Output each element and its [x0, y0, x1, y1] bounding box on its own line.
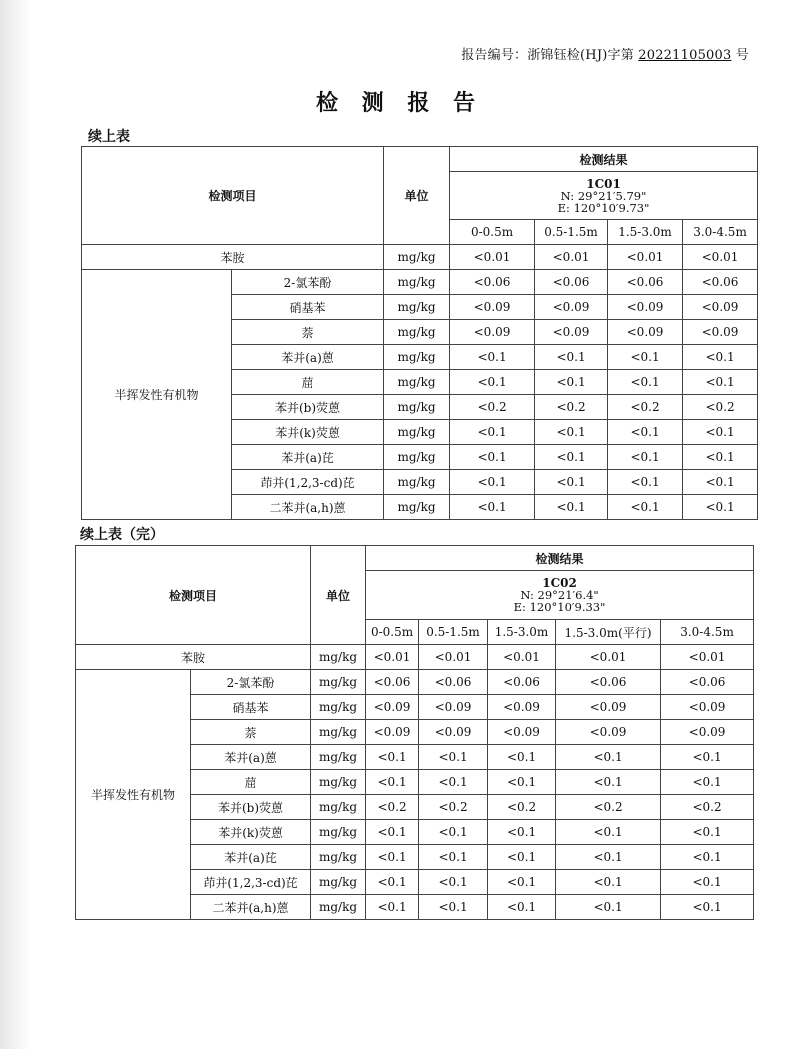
value-cell: <0.09: [661, 695, 754, 720]
value-cell: <0.09: [608, 295, 683, 320]
item-name: 茚并(1,2,3-cd)芘: [191, 870, 311, 895]
table-row: [76, 670, 754, 695]
value-cell: <0.1: [661, 895, 754, 920]
value-cell: <0.2: [366, 795, 419, 820]
value-cell: <0.1: [535, 495, 608, 520]
value-cell: <0.01: [608, 245, 683, 270]
value-cell: <0.1: [450, 345, 535, 370]
value-cell: <0.2: [488, 795, 556, 820]
value-cell: <0.09: [488, 720, 556, 745]
item-unit: mg/kg: [384, 370, 450, 395]
depth-header: 0.5-1.5m: [419, 620, 488, 645]
item-name: 二苯并(a,h)蒽: [191, 895, 311, 920]
value-cell: <0.1: [556, 770, 661, 795]
item-name: 2-氯苯酚: [232, 270, 384, 295]
report-number-prefix: 报告编号：浙锦钰检(HJ)字第: [461, 48, 639, 63]
item-unit: mg/kg: [311, 870, 366, 895]
value-cell: <0.06: [661, 670, 754, 695]
value-cell: <0.1: [535, 370, 608, 395]
item-name: 茚并(1,2,3-cd)芘: [232, 470, 384, 495]
item-name: 苯并(k)荧蒽: [232, 420, 384, 445]
group-label: 半挥发性有机物: [76, 670, 191, 920]
value-cell: <0.1: [661, 745, 754, 770]
value-cell: <0.09: [661, 720, 754, 745]
item-unit: mg/kg: [311, 645, 366, 670]
value-cell: <0.1: [556, 895, 661, 920]
item-unit: mg/kg: [311, 695, 366, 720]
item-unit: mg/kg: [311, 820, 366, 845]
value-cell: <0.06: [419, 670, 488, 695]
item-name: 苯并(a)蒽: [191, 745, 311, 770]
value-cell: <0.1: [608, 420, 683, 445]
value-cell: <0.2: [419, 795, 488, 820]
value-cell: <0.1: [661, 845, 754, 870]
value-cell: <0.1: [683, 370, 758, 395]
value-cell: <0.1: [366, 895, 419, 920]
value-cell: <0.1: [535, 470, 608, 495]
report-number: [461, 44, 749, 63]
value-cell: <0.06: [450, 270, 535, 295]
value-cell: <0.09: [419, 720, 488, 745]
value-cell: <0.01: [419, 645, 488, 670]
item-name: 苯并(k)荧蒽: [191, 820, 311, 845]
value-cell: <0.1: [488, 845, 556, 870]
value-cell: <0.09: [683, 320, 758, 345]
item-unit: mg/kg: [311, 770, 366, 795]
results-table-1: [81, 146, 758, 520]
value-cell: <0.1: [450, 445, 535, 470]
value-cell: <0.1: [608, 445, 683, 470]
value-cell: <0.1: [535, 445, 608, 470]
value-cell: <0.1: [366, 820, 419, 845]
value-cell: <0.1: [450, 470, 535, 495]
value-cell: <0.06: [556, 670, 661, 695]
value-cell: <0.1: [488, 770, 556, 795]
site-id: 1C01: [586, 176, 621, 191]
value-cell: <0.1: [556, 870, 661, 895]
item-name: 硝基苯: [191, 695, 311, 720]
site-coord-n: N: 29°21′5.79": [560, 188, 647, 203]
value-cell: <0.1: [683, 495, 758, 520]
value-cell: <0.1: [535, 345, 608, 370]
item-unit: mg/kg: [384, 245, 450, 270]
header-item: 检测项目: [76, 546, 311, 645]
value-cell: <0.01: [535, 245, 608, 270]
item-name: 苯并(b)荧蒽: [191, 795, 311, 820]
value-cell: <0.1: [556, 745, 661, 770]
value-cell: <0.01: [488, 645, 556, 670]
item-unit: mg/kg: [384, 420, 450, 445]
value-cell: <0.1: [661, 770, 754, 795]
item-unit: mg/kg: [311, 720, 366, 745]
item-name: 苯胺: [82, 245, 384, 270]
value-cell: <0.1: [535, 420, 608, 445]
depth-header: 1.5-3.0m: [608, 220, 683, 245]
item-unit: mg/kg: [384, 495, 450, 520]
value-cell: <0.1: [683, 470, 758, 495]
value-cell: <0.01: [683, 245, 758, 270]
page-title: 检 测 报 告: [316, 91, 483, 116]
value-cell: <0.01: [661, 645, 754, 670]
value-cell: <0.1: [556, 845, 661, 870]
value-cell: <0.1: [683, 445, 758, 470]
item-unit: mg/kg: [311, 670, 366, 695]
value-cell: <0.06: [608, 270, 683, 295]
value-cell: <0.1: [450, 495, 535, 520]
value-cell: <0.1: [366, 745, 419, 770]
item-name: 苯并(a)芘: [191, 845, 311, 870]
site-coord-n: N: 29°21′6.4": [520, 588, 599, 602]
value-cell: <0.06: [366, 670, 419, 695]
value-cell: <0.2: [683, 395, 758, 420]
site-coord-e: E: 120°10′9.73": [557, 200, 650, 215]
report-number-suffix: 号: [731, 48, 749, 63]
value-cell: <0.01: [450, 245, 535, 270]
item-name: 䓛: [191, 770, 311, 795]
value-cell: <0.09: [556, 720, 661, 745]
report-number-value: 20221105003: [638, 48, 732, 63]
value-cell: <0.2: [661, 795, 754, 820]
value-cell: <0.1: [488, 870, 556, 895]
value-cell: <0.1: [419, 870, 488, 895]
value-cell: <0.01: [366, 645, 419, 670]
value-cell: <0.1: [366, 770, 419, 795]
value-cell: <0.1: [488, 820, 556, 845]
value-cell: <0.1: [608, 370, 683, 395]
section-label-1: 续上表: [88, 129, 130, 145]
depth-header: 0-0.5m: [450, 220, 535, 245]
value-cell: <0.09: [535, 295, 608, 320]
value-cell: <0.2: [535, 395, 608, 420]
header-site: [366, 571, 754, 620]
value-cell: <0.1: [450, 370, 535, 395]
value-cell: <0.1: [661, 820, 754, 845]
value-cell: <0.1: [608, 470, 683, 495]
header-results: 检测结果: [450, 147, 758, 172]
item-unit: mg/kg: [384, 470, 450, 495]
table-row: [76, 645, 754, 670]
depth-header: 3.0-4.5m: [661, 620, 754, 645]
item-unit: mg/kg: [311, 845, 366, 870]
value-cell: <0.06: [535, 270, 608, 295]
value-cell: <0.1: [450, 420, 535, 445]
value-cell: <0.09: [366, 720, 419, 745]
depth-header: 1.5-3.0m: [488, 620, 556, 645]
header-unit: 单位: [384, 147, 450, 245]
item-name: 萘: [191, 720, 311, 745]
value-cell: <0.09: [450, 295, 535, 320]
item-name: 䓛: [232, 370, 384, 395]
site-coord-e: E: 120°10′9.33": [513, 600, 606, 614]
depth-header: 0-0.5m: [366, 620, 419, 645]
item-name: 苯并(a)蒽: [232, 345, 384, 370]
item-name: 硝基苯: [232, 295, 384, 320]
results-table-2: [75, 545, 754, 920]
group-label: 半挥发性有机物: [82, 270, 232, 520]
item-name: 苯胺: [76, 645, 311, 670]
item-name: 苯并(b)荧蒽: [232, 395, 384, 420]
header-unit: 单位: [311, 546, 366, 645]
value-cell: <0.1: [608, 345, 683, 370]
item-unit: mg/kg: [384, 270, 450, 295]
depth-header: 0.5-1.5m: [535, 220, 608, 245]
value-cell: <0.1: [683, 420, 758, 445]
value-cell: <0.1: [419, 895, 488, 920]
value-cell: <0.09: [556, 695, 661, 720]
value-cell: <0.09: [608, 320, 683, 345]
item-unit: mg/kg: [311, 745, 366, 770]
value-cell: <0.1: [419, 845, 488, 870]
header-site: [450, 172, 758, 220]
value-cell: <0.1: [488, 895, 556, 920]
item-unit: mg/kg: [384, 295, 450, 320]
value-cell: <0.1: [419, 745, 488, 770]
item-name: 二苯并(a,h)蒽: [232, 495, 384, 520]
scan-edge-shadow: [0, 0, 30, 1049]
value-cell: <0.09: [419, 695, 488, 720]
value-cell: <0.1: [419, 770, 488, 795]
depth-header: 3.0-4.5m: [683, 220, 758, 245]
value-cell: <0.1: [488, 745, 556, 770]
value-cell: <0.01: [556, 645, 661, 670]
item-unit: mg/kg: [384, 345, 450, 370]
item-name: 萘: [232, 320, 384, 345]
value-cell: <0.2: [556, 795, 661, 820]
value-cell: <0.1: [683, 345, 758, 370]
table-row: [82, 245, 758, 270]
value-cell: <0.1: [661, 870, 754, 895]
value-cell: <0.2: [608, 395, 683, 420]
section-label-2: 续上表（完）: [80, 527, 164, 543]
value-cell: <0.06: [683, 270, 758, 295]
value-cell: <0.1: [366, 870, 419, 895]
table-row: [82, 270, 758, 295]
item-name: 2-氯苯酚: [191, 670, 311, 695]
value-cell: <0.06: [488, 670, 556, 695]
value-cell: <0.1: [556, 820, 661, 845]
item-unit: mg/kg: [311, 795, 366, 820]
value-cell: <0.1: [608, 495, 683, 520]
item-unit: mg/kg: [384, 320, 450, 345]
value-cell: <0.09: [366, 695, 419, 720]
value-cell: <0.2: [450, 395, 535, 420]
value-cell: <0.09: [683, 295, 758, 320]
site-id: 1C02: [542, 576, 577, 590]
item-unit: mg/kg: [384, 395, 450, 420]
depth-header: 1.5-3.0m(平行): [556, 620, 661, 645]
value-cell: <0.1: [419, 820, 488, 845]
value-cell: <0.09: [488, 695, 556, 720]
item-unit: mg/kg: [384, 445, 450, 470]
value-cell: <0.1: [366, 845, 419, 870]
item-unit: mg/kg: [311, 895, 366, 920]
header-results: 检测结果: [366, 546, 754, 571]
value-cell: <0.09: [535, 320, 608, 345]
header-item: 检测项目: [82, 147, 384, 245]
value-cell: <0.09: [450, 320, 535, 345]
item-name: 苯并(a)芘: [232, 445, 384, 470]
